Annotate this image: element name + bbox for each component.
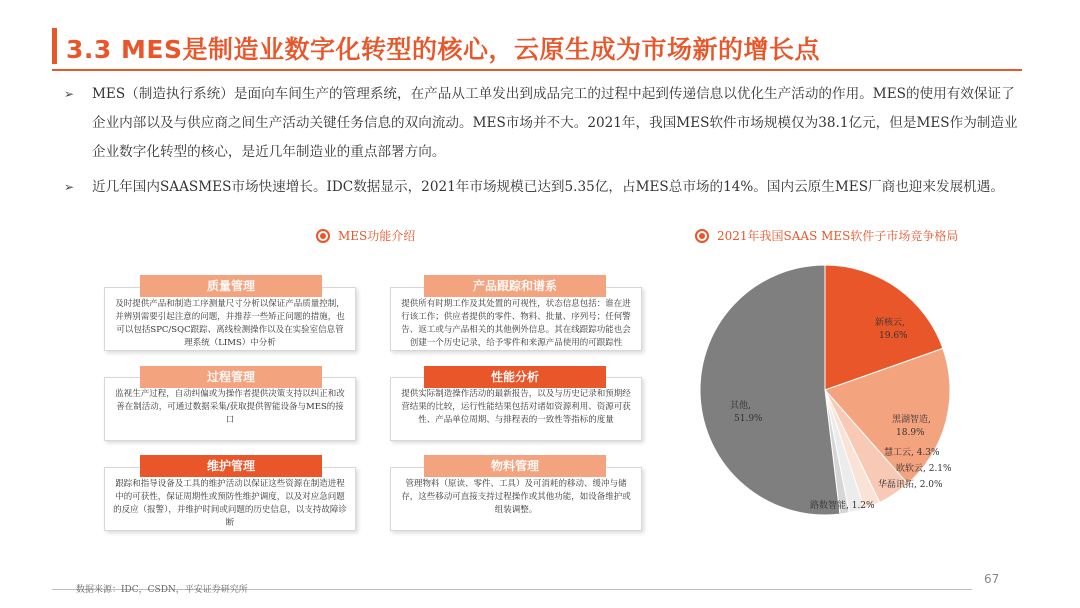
section-heading-text: 2021年我国SAAS MES软件子市场竞争格局 <box>717 229 959 243</box>
feature-tab-maintenance: 维护管理 <box>140 455 322 477</box>
source-note: 数据来源：IDC，CSDN，平安证券研究所 <box>76 585 248 595</box>
feature-tab-process: 过程管理 <box>140 366 322 388</box>
bullet-text: MES（制造执行系统）是面向车间生产的管理系统，在产品从工单发出到成品完工的过程中起到传递信息以优化生产活动的作用。MES的使用有效保证了企业内部以及与供应商之间生产活动关键任务信息的双向流动。MES市场并不大。2021年，我国MES软件市场规模仅为38.1亿元，但是MES作为制造业企业数字化转型的核心，是近几年制造业的重点部署方向。 <box>92 86 1018 160</box>
feature-text: 及时提供产品和制造工序测量尺寸分析以保证产品质量控制，并辨别需要引起注意的问题，并推荐一些矫正问题的措施，也可以包括SPC/SQC跟踪、离线检测操作以及在实验室信息管理系统（LIMS）中分析 <box>115 299 345 348</box>
pie-slice-label: 华磊讯拓, 2.0% <box>878 480 943 490</box>
title-divider <box>52 69 1022 71</box>
feature-tab-tracking: 产品跟踪和谱系 <box>424 275 606 297</box>
bullet-paragraph-1 <box>64 80 1024 167</box>
section-heading-mes-functions <box>316 227 415 244</box>
bullet-text: 近几年国内SAASMES市场快速增长。IDC数据显示，2021年市场规模已达到5.35亿，占MES总市场的14%。国内云原生MES厂商也迎来发展机遇。 <box>92 179 1004 195</box>
bullet-paragraph-2 <box>64 173 1024 202</box>
feature-tab-quality: 质量管理 <box>140 275 322 297</box>
feature-tab-material: 物料管理 <box>424 455 606 477</box>
feature-text: 提供实际制造操作活动的最新报告，以及与历史记录和预期经营结果的比较，运行性能结果包括对诸如资源利用、资源可获性、产品单位周期、与排程表的一致性等指标的度量 <box>401 389 631 425</box>
section-heading-text: MES功能介绍 <box>338 229 416 243</box>
feature-text: 提供所有时期工作及其处置的可视性，状态信息包括：谁在进行该工作；供应者提供的零件、物料、批量、序列号；任何警告、返工或与产品相关的其他例外信息。其在线跟踪功能也会创建一个历史记录，给予零件和来源产品使用的可跟踪性 <box>401 299 631 348</box>
pie-chart-svg <box>700 250 1010 540</box>
feature-text: 跟踪和指导设备及工具的维护活动以保证这些资源在制造进程中的可获性，保证周期性或预防性维护调度，以及对应急问题的反应（报警），并维护时间或问题的历史信息，以支持故障诊断 <box>113 479 347 528</box>
page-number: 67 <box>984 572 1000 586</box>
title-accent-bar <box>52 28 57 64</box>
pie-slice <box>700 265 840 515</box>
pie-slice-label: 其他, 51.9% <box>730 401 763 424</box>
feature-text: 监视生产过程，自动纠偏或为操作者提供决策支持以纠正和改善在制活动，可通过数据采集/获取提供智能设备与MES的接口 <box>115 389 345 425</box>
pie-slice-label: 新核云, 19.6% <box>875 318 908 341</box>
feature-text: 管理物料（原读、零件、工具）及可消耗的移动、缓冲与储存，这些移动可直接支持过程操作或其他功能，如设备维护或组装调整。 <box>401 479 631 515</box>
pie-slice-label: 欧软云, 2.1% <box>896 464 952 474</box>
arrow-bullet-icon: ➢ <box>64 180 75 194</box>
page-title: 3.3 MES是制造业数字化转型的核心，云原生成为市场新的增长点 <box>66 35 820 64</box>
arrow-bullet-icon: ➢ <box>64 87 75 101</box>
target-dot-icon <box>695 229 709 243</box>
target-dot-icon <box>316 229 330 243</box>
pie-slice-label: 慧工云, 4.3% <box>884 448 940 458</box>
market-share-pie-chart <box>700 250 1010 540</box>
pie-slice-label: 路数智能, 1.2% <box>810 501 875 511</box>
pie-slice-label: 黑湖智造, 18.9% <box>892 415 931 438</box>
section-heading-market-share <box>695 227 958 244</box>
feature-tab-performance: 性能分析 <box>424 366 606 388</box>
